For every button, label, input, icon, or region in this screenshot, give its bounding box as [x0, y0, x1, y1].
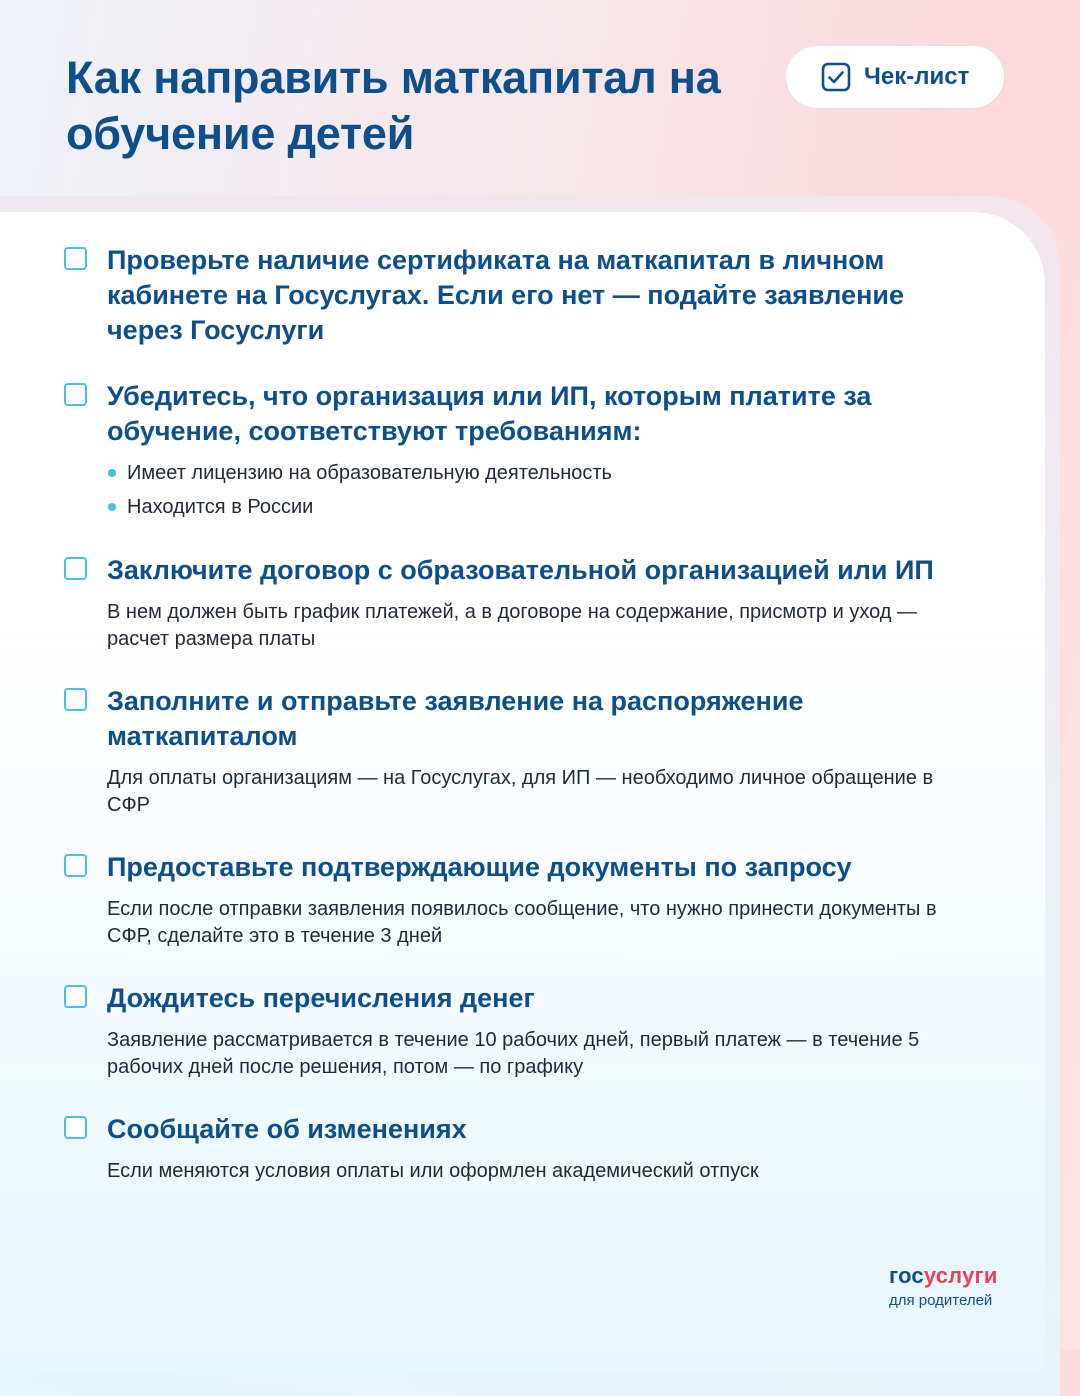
step-title: Предоставьте подтверждающие документы по запросу: [107, 852, 852, 882]
gosuslugi-logo: [889, 1263, 1029, 1310]
checkbox-icon[interactable]: [64, 1116, 87, 1139]
logo-wordmark: [889, 1263, 1029, 1289]
requirements-list: [107, 456, 967, 524]
logo-subtitle: для родителей: [889, 1292, 993, 1309]
checkbox-icon[interactable]: [64, 557, 87, 580]
logo-part-uslugi: услуги: [923, 1263, 998, 1288]
list-item: [107, 490, 967, 524]
step-description: Заявление рассматривается в течение 10 рабочих дней, первый платеж — в течение 5 рабочих дней после решения, потом — по графику: [107, 1029, 920, 1078]
step-title: Заполните и отправьте заявление на распоряжение маткапиталом: [107, 686, 804, 751]
step-title: Убедитесь, что организация или ИП, которым платите за обучение, соответствуют требованиям:: [107, 381, 872, 446]
step-title: Сообщайте об изменениях: [107, 1114, 467, 1144]
header: [0, 0, 1080, 220]
step-title: Заключите договор с образовательной организацией или ИП: [107, 555, 934, 585]
checkbox-icon[interactable]: [64, 688, 87, 711]
step-description: В нем должен быть график платежей, а в договоре на содержание, присмотр и уход — расчет размера платы: [107, 601, 918, 650]
checkbox-icon[interactable]: [64, 985, 87, 1008]
page-title: Как направить маткапитал на обучение детей: [66, 52, 721, 159]
logo-part-gos: гос: [889, 1263, 924, 1288]
step-title: Проверьте наличие сертификата на маткапитал в личном кабинете на Госуслугах. Если его нет — подайте заявление через Госуслуги: [107, 245, 905, 345]
step-title: Дождитесь перечисления денег: [107, 983, 535, 1013]
step-description: Если меняются условия оплаты или оформлен академический отпуск: [107, 1160, 759, 1182]
checkbox-icon[interactable]: [64, 854, 87, 877]
checkbox-checked-icon: [820, 61, 852, 93]
step-description: Если после отправки заявления появилось сообщение, что нужно принести документы в СФР, сделайте это в течение 3 дней: [107, 898, 937, 947]
checkbox-icon[interactable]: [64, 383, 87, 406]
bullet-dot-icon: [108, 469, 116, 477]
badge-label: Чек-лист: [864, 63, 970, 90]
step-description: Для оплаты организациям — на Госуслугах, для ИП — необходимо личное обращение в СФР: [107, 767, 934, 816]
list-item-text: Находится в России: [127, 496, 314, 518]
bullet-dot-icon: [108, 503, 116, 511]
checklist-badge: [786, 46, 1004, 108]
list-item: [107, 456, 967, 490]
list-item-text: Имеет лицензию на образовательную деятельность: [127, 462, 612, 484]
checkbox-icon[interactable]: [64, 247, 87, 270]
